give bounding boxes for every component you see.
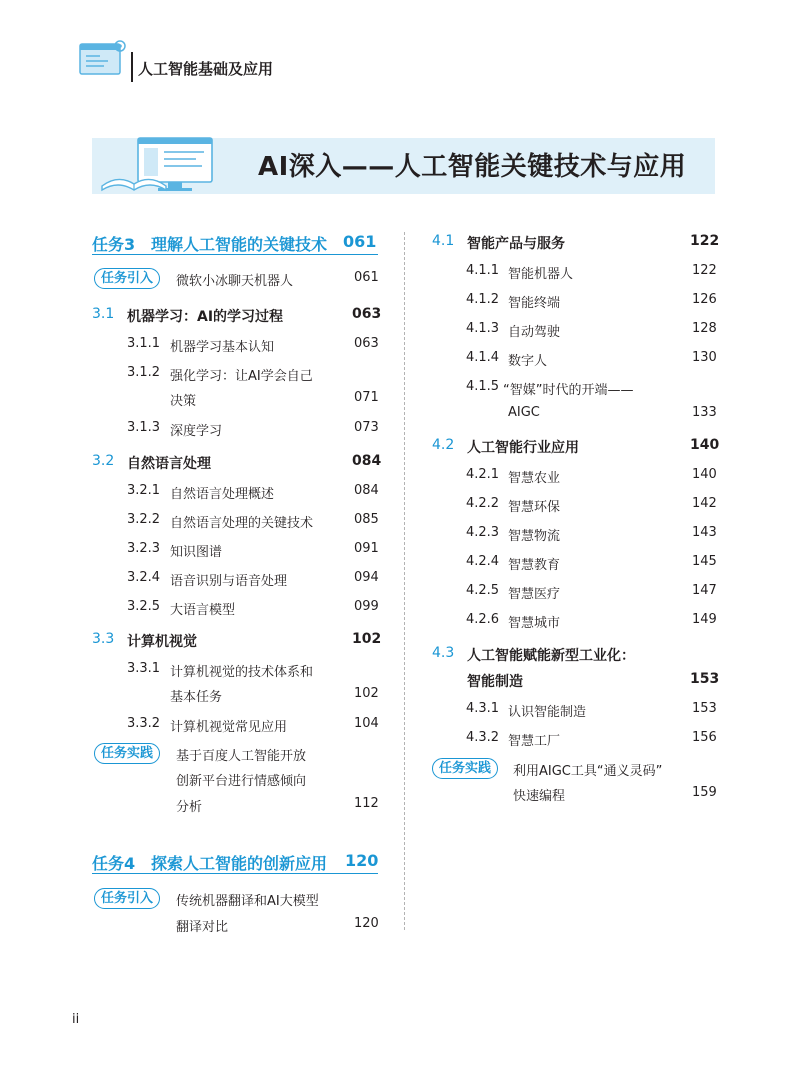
section-3-1-title[interactable]: 机器学习：AI的学习过程	[127, 309, 284, 325]
subsection-3-2-1-num: 3.2.1	[127, 483, 161, 498]
subsection-3-2-4-title[interactable]: 语音识别与语音处理	[170, 574, 288, 589]
subsection-4-2-6-page: 149	[692, 612, 717, 627]
subsection-4-1-4-num: 4.1.4	[466, 350, 500, 365]
subsection-3-2-2-page: 085	[354, 512, 379, 527]
subsection-4-2-1-num: 4.2.1	[466, 467, 500, 482]
subsection-3-2-3-title[interactable]: 知识图谱	[170, 545, 223, 560]
subsection-4-2-2-page: 142	[692, 496, 717, 511]
subsection-3-1-3-page: 073	[354, 420, 379, 435]
subsection-4-3-2-page: 156	[692, 730, 717, 745]
subsection-3-1-3-title[interactable]: 深度学习	[170, 424, 223, 439]
subsection-4-2-5-title[interactable]: 智慧医疗	[508, 587, 561, 602]
section-3-3-page: 102	[352, 631, 382, 647]
subsection-4-2-4-num: 4.2.4	[466, 554, 500, 569]
task4-intro-page: 120	[354, 916, 379, 931]
computer-illustration	[96, 134, 226, 196]
subsection-4-1-4-page: 130	[692, 350, 717, 365]
subsection-4-1-5-title-cont[interactable]: AIGC	[508, 405, 540, 420]
column-divider	[404, 232, 405, 930]
section-4-2-title[interactable]: 人工智能行业应用	[467, 440, 579, 456]
subsection-4-2-1-page: 140	[692, 467, 717, 482]
subsection-4-1-2-title[interactable]: 智能终端	[508, 296, 561, 311]
subsection-4-1-3-num: 4.1.3	[466, 321, 500, 336]
subsection-3-2-1-title[interactable]: 自然语言处理概述	[170, 487, 275, 502]
subsection-4-1-3-title[interactable]: 自动驾驶	[508, 325, 561, 340]
subsection-3-2-5-num: 3.2.5	[127, 599, 161, 614]
subsection-4-2-1-title[interactable]: 智慧农业	[508, 471, 561, 486]
section-4-3-title[interactable]: 人工智能赋能新型工业化：	[467, 648, 635, 664]
subsection-4-3-1-num: 4.3.1	[466, 701, 500, 716]
subsection-4-2-2-num: 4.2.2	[466, 496, 500, 511]
subsection-4-1-1-title[interactable]: 智能机器人	[508, 267, 574, 282]
subsection-4-3-2-title[interactable]: 智慧工厂	[508, 734, 561, 749]
subsection-3-1-2-num: 3.1.2	[127, 365, 161, 380]
section-4-2-page: 140	[690, 437, 720, 453]
subsection-4-1-2-num: 4.1.2	[466, 292, 500, 307]
book-title: 人工智能基础及应用	[138, 60, 274, 78]
subsection-4-2-4-page: 145	[692, 554, 717, 569]
subsection-3-1-1-num: 3.1.1	[127, 336, 161, 351]
subsection-3-2-3-num: 3.2.3	[127, 541, 161, 556]
task3-page: 061	[343, 232, 377, 251]
task4-label[interactable]: 任务4	[92, 854, 136, 873]
subsection-3-3-2-title[interactable]: 计算机视觉常见应用	[170, 720, 288, 735]
task4-underline	[92, 873, 378, 874]
subsection-3-1-1-title[interactable]: 机器学习基本认知	[170, 340, 275, 355]
task3-underline	[92, 254, 378, 255]
task3-label[interactable]: 任务3	[92, 235, 136, 254]
task3-practice-title-cont[interactable]: 创新平台进行情感倾向	[176, 774, 307, 789]
subsection-4-2-5-page: 147	[692, 583, 717, 598]
subsection-4-3-1-page: 153	[692, 701, 717, 716]
subsection-3-1-1-page: 063	[354, 336, 379, 351]
section-4-1-page: 122	[690, 233, 720, 249]
section-3-2-title[interactable]: 自然语言处理	[127, 456, 211, 472]
task3-practice-title-end[interactable]: 分析	[176, 800, 203, 815]
subsection-3-2-2-num: 3.2.2	[127, 512, 161, 527]
task3-intro-page: 061	[354, 270, 379, 285]
task4-title[interactable]: 探索人工智能的创新应用	[151, 854, 328, 873]
subsection-3-2-4-num: 3.2.4	[127, 570, 161, 585]
section-3-1-page: 063	[352, 306, 382, 322]
subsection-3-2-1-page: 084	[354, 483, 379, 498]
subsection-4-1-3-page: 128	[692, 321, 717, 336]
task4-practice-title[interactable]: 利用AIGC工具“通义灵码”	[513, 764, 663, 779]
task3-practice-title[interactable]: 基于百度人工智能开放	[176, 749, 307, 764]
subsection-4-2-3-num: 4.2.3	[466, 525, 500, 540]
subsection-4-2-6-title[interactable]: 智慧城市	[508, 616, 561, 631]
subsection-3-1-2-title[interactable]: 强化学习：让AI学会自己	[170, 369, 313, 384]
subsection-4-1-1-page: 122	[692, 263, 717, 278]
task-intro-badge: 任务引入	[94, 888, 160, 909]
task-practice-badge: 任务实践	[432, 758, 498, 779]
subsection-4-2-4-title[interactable]: 智慧教育	[508, 558, 561, 573]
subsection-4-1-2-page: 126	[692, 292, 717, 307]
subsection-3-3-1-title-cont[interactable]: 基本任务	[170, 690, 223, 705]
page-number: ii	[72, 1012, 80, 1027]
subsection-4-2-6-num: 4.2.6	[466, 612, 500, 627]
subsection-4-1-5-page: 133	[692, 405, 717, 420]
section-3-2-page: 084	[352, 453, 382, 469]
subsection-3-1-2-page: 071	[354, 390, 379, 405]
subsection-4-2-2-title[interactable]: 智慧环保	[508, 500, 561, 515]
section-4-1-num: 4.1	[432, 233, 455, 249]
section-3-2-num: 3.2	[92, 453, 115, 469]
task-intro-badge: 任务引入	[94, 268, 160, 289]
subsection-3-1-3-num: 3.1.3	[127, 420, 161, 435]
section-4-3-title-cont[interactable]: 智能制造	[467, 674, 523, 690]
section-3-3-num: 3.3	[92, 631, 115, 647]
subsection-3-2-2-title[interactable]: 自然语言处理的关键技术	[170, 516, 314, 531]
task4-practice-page: 159	[692, 785, 717, 800]
subsection-4-1-1-num: 4.1.1	[466, 263, 500, 278]
section-3-1-num: 3.1	[92, 306, 115, 322]
task4-intro-title[interactable]: 传统机器翻译和AI大模型	[176, 894, 319, 909]
subsection-4-1-4-title[interactable]: 数字人	[508, 354, 548, 369]
task-practice-badge: 任务实践	[94, 743, 160, 764]
subsection-3-2-5-page: 099	[354, 599, 379, 614]
task4-page: 120	[345, 851, 379, 870]
subsection-4-3-2-num: 4.3.2	[466, 730, 500, 745]
section-4-1-title[interactable]: 智能产品与服务	[467, 236, 565, 252]
subsection-3-2-4-page: 094	[354, 570, 379, 585]
subsection-4-3-1-title[interactable]: 认识智能制造	[508, 705, 587, 720]
subsection-4-2-5-num: 4.2.5	[466, 583, 500, 598]
subsection-3-2-5-title[interactable]: 大语言模型	[170, 603, 236, 618]
section-4-3-num: 4.3	[432, 645, 455, 661]
section-4-3-page: 153	[690, 671, 720, 687]
subsection-3-3-1-page: 102	[354, 686, 379, 701]
subsection-4-2-3-title[interactable]: 智慧物流	[508, 529, 561, 544]
section-4-2-num: 4.2	[432, 437, 455, 453]
task4-practice-title-cont[interactable]: 快速编程	[513, 789, 566, 804]
subsection-4-2-3-page: 143	[692, 525, 717, 540]
chapter-title: AI深入——人工智能关键技术与应用	[258, 152, 687, 182]
subsection-3-3-2-num: 3.3.2	[127, 716, 161, 731]
subsection-4-1-5-title[interactable]: “智媒”时代的开端——	[503, 383, 634, 398]
subsection-3-1-2-title-cont[interactable]: 决策	[170, 394, 197, 409]
subsection-3-3-2-page: 104	[354, 716, 379, 731]
subsection-4-1-5-num: 4.1.5	[466, 379, 500, 394]
subsection-3-3-1-title[interactable]: 计算机视觉的技术体系和	[170, 665, 314, 680]
task3-practice-page: 112	[354, 796, 379, 811]
header-monitor-icon	[74, 38, 134, 80]
task4-intro-title-cont[interactable]: 翻译对比	[176, 920, 229, 935]
subsection-3-3-1-num: 3.3.1	[127, 661, 161, 676]
task3-title[interactable]: 理解人工智能的关键技术	[151, 235, 328, 254]
header-separator	[131, 52, 133, 82]
subsection-3-2-3-page: 091	[354, 541, 379, 556]
task3-intro-title[interactable]: 微软小冰聊天机器人	[176, 274, 294, 289]
section-3-3-title[interactable]: 计算机视觉	[127, 634, 197, 650]
